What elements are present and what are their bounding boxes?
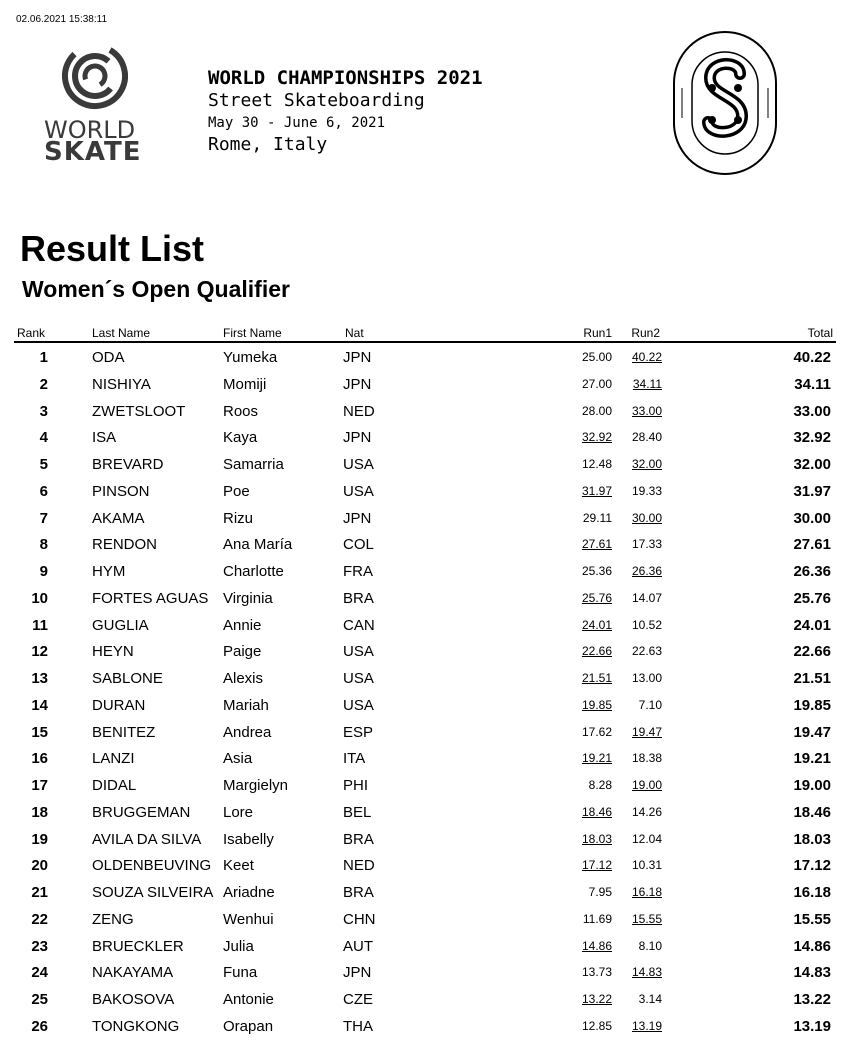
- total-cell: 24.01: [793, 616, 831, 634]
- last-name-cell: RENDON: [92, 536, 158, 554]
- run2-cell: 19.33: [631, 483, 662, 498]
- first-name-cell: Charlotte: [223, 563, 284, 580]
- run1-cell: 27.00: [581, 376, 612, 391]
- run1-cell: 18.46: [581, 804, 612, 819]
- last-name-cell: ZENG: [92, 910, 134, 928]
- run2-cell: 10.52: [631, 617, 662, 632]
- nat-cell: JPN: [343, 375, 372, 393]
- last-name-cell: DIDAL: [92, 777, 137, 794]
- first-name-cell: Julia: [223, 937, 254, 955]
- event-discipline: Street Skateboarding: [208, 90, 425, 111]
- run1-cell: 25.00: [581, 350, 612, 364]
- championship-badge: [670, 28, 780, 178]
- first-name-cell: Roos: [223, 402, 259, 420]
- nat-cell: USA: [343, 482, 374, 500]
- run1-cell: 14.86: [581, 938, 612, 953]
- col-header-total: Total: [807, 326, 833, 340]
- last-name-cell: PINSON: [92, 482, 150, 500]
- last-name-cell: HYM: [92, 563, 126, 580]
- nat-cell: BEL: [343, 803, 372, 821]
- rank-cell: 20: [31, 857, 48, 875]
- run1-cell: 17.12: [581, 858, 612, 873]
- run2-cell: 40.22: [631, 350, 662, 364]
- first-name-cell: Yumeka: [223, 349, 278, 366]
- rank-cell: 13: [31, 670, 48, 687]
- first-name-cell: Lore: [223, 803, 254, 821]
- run1-cell: 22.66: [581, 644, 612, 659]
- table-row: [0, 986, 857, 1013]
- first-name-cell: Isabelly: [223, 830, 274, 848]
- championship-badge-icon: [670, 28, 780, 178]
- results-table-body: [0, 344, 857, 1040]
- total-cell: 16.18: [793, 884, 831, 901]
- total-cell: 32.92: [793, 429, 831, 447]
- table-row: [0, 745, 857, 772]
- world-skate-logo: [40, 40, 150, 165]
- last-name-cell: DURAN: [92, 696, 146, 714]
- last-name-cell: SABLONE: [92, 670, 163, 687]
- run2-cell: 14.83: [631, 965, 662, 980]
- nat-cell: NED: [343, 402, 375, 420]
- table-row: [0, 959, 857, 986]
- nat-cell: CHN: [343, 910, 376, 928]
- run1-cell: 13.73: [581, 965, 612, 980]
- rank-cell: 6: [39, 482, 48, 500]
- run1-cell: 13.22: [581, 992, 612, 1006]
- rank-cell: 25: [31, 991, 48, 1008]
- first-name-cell: Keet: [223, 857, 254, 875]
- col-header-run1: Run1: [583, 326, 612, 340]
- swirl-logo-icon: [62, 40, 128, 112]
- rank-cell: 4: [39, 429, 48, 447]
- last-name-cell: AVILA DA SILVA: [92, 830, 202, 848]
- total-cell: 19.21: [793, 750, 831, 768]
- run2-cell: 7.10: [638, 697, 662, 712]
- last-name-cell: BRUGGEMAN: [92, 803, 191, 821]
- run2-cell: 34.11: [632, 376, 662, 391]
- first-name-cell: Samarria: [223, 456, 284, 473]
- rank-cell: 8: [39, 536, 48, 554]
- nat-cell: JPN: [343, 349, 372, 366]
- first-name-cell: Asia: [223, 750, 253, 768]
- event-dates: May 30 - June 6, 2021: [208, 115, 386, 131]
- nat-cell: BRA: [343, 589, 374, 607]
- run2-cell: 17.33: [631, 537, 662, 552]
- total-cell: 18.03: [793, 830, 831, 848]
- rank-cell: 21: [31, 884, 48, 901]
- run1-cell: 19.21: [581, 751, 612, 766]
- event-title: WORLD CHAMPIONSHIPS 2021: [208, 67, 483, 89]
- total-cell: 30.00: [793, 509, 831, 527]
- rank-cell: 3: [39, 402, 48, 420]
- last-name-cell: NAKAYAMA: [92, 964, 174, 982]
- run2-cell: 30.00: [631, 510, 662, 525]
- rank-cell: 10: [31, 589, 48, 607]
- rank-cell: 15: [31, 723, 48, 741]
- run2-cell: 16.18: [631, 885, 662, 899]
- rank-cell: 11: [32, 616, 48, 634]
- rank-cell: 23: [31, 937, 48, 955]
- last-name-cell: BENITEZ: [92, 723, 156, 741]
- table-row: [0, 451, 857, 478]
- nat-cell: JPN: [343, 509, 372, 527]
- col-header-last-name: Last Name: [92, 326, 151, 340]
- table-row: [0, 719, 857, 746]
- run1-cell: 18.03: [581, 831, 612, 846]
- total-cell: 31.97: [793, 482, 831, 500]
- run2-cell: 13.00: [631, 671, 662, 685]
- last-name-cell: NISHIYA: [92, 375, 151, 393]
- first-name-cell: Andrea: [223, 723, 272, 741]
- nat-cell: AUT: [343, 937, 373, 955]
- first-name-cell: Kaya: [223, 429, 258, 447]
- total-cell: 40.22: [793, 349, 831, 366]
- first-name-cell: Funa: [223, 964, 258, 982]
- nat-cell: FRA: [343, 563, 373, 580]
- nat-cell: CAN: [343, 616, 375, 634]
- nat-cell: JPN: [343, 429, 372, 447]
- run2-cell: 10.31: [631, 858, 662, 873]
- run1-cell: 25.76: [581, 590, 612, 605]
- run1-cell: 7.95: [588, 885, 612, 899]
- table-row: [0, 424, 857, 451]
- rank-cell: 5: [39, 456, 48, 473]
- table-row: [0, 772, 857, 799]
- logo-word-world: WORLD: [44, 116, 136, 144]
- last-name-cell: LANZI: [92, 750, 135, 768]
- nat-cell: THA: [343, 1017, 373, 1035]
- nat-cell: BRA: [343, 830, 374, 848]
- table-row: [0, 692, 857, 719]
- table-row: [0, 398, 857, 425]
- run2-cell: 12.04: [631, 831, 662, 846]
- total-cell: 25.76: [793, 589, 831, 607]
- table-row: [0, 478, 857, 505]
- run1-cell: 28.00: [581, 403, 612, 418]
- event-header: [208, 66, 483, 156]
- rank-cell: 22: [31, 910, 48, 928]
- first-name-cell: Virginia: [223, 589, 273, 607]
- nat-cell: USA: [343, 670, 374, 687]
- run1-cell: 12.85: [581, 1018, 612, 1033]
- print-timestamp: 02.06.2021 15:38:11: [16, 14, 108, 25]
- rank-cell: 26: [31, 1017, 48, 1035]
- run2-cell: 22.63: [631, 644, 662, 659]
- total-cell: 32.00: [793, 456, 831, 473]
- first-name-cell: Paige: [223, 643, 262, 661]
- total-cell: 26.36: [793, 563, 831, 580]
- run1-cell: 25.36: [581, 564, 612, 578]
- first-name-cell: Momiji: [223, 375, 267, 393]
- run1-cell: 19.85: [581, 697, 612, 712]
- total-cell: 27.61: [793, 536, 831, 554]
- run1-cell: 32.92: [581, 430, 612, 445]
- first-name-cell: Ariadne: [223, 884, 275, 901]
- col-header-rank: Rank: [17, 326, 46, 340]
- run1-cell: 21.51: [581, 671, 612, 685]
- total-cell: 22.66: [793, 643, 831, 661]
- run1-cell: 11.69: [582, 911, 612, 926]
- table-row: [0, 558, 857, 585]
- table-row: [0, 879, 857, 906]
- rank-cell: 9: [39, 563, 48, 580]
- total-cell: 14.86: [793, 937, 831, 955]
- rank-cell: 24: [31, 964, 48, 982]
- last-name-cell: FORTES AGUAS: [92, 589, 209, 607]
- run2-cell: 19.00: [631, 778, 662, 792]
- rank-cell: 12: [31, 643, 48, 661]
- rank-cell: 1: [39, 349, 48, 366]
- last-name-cell: ISA: [92, 429, 117, 447]
- total-cell: 19.47: [793, 723, 831, 741]
- rank-cell: 2: [39, 375, 48, 393]
- run1-cell: 8.28: [588, 778, 612, 792]
- table-row: [0, 933, 857, 960]
- run1-cell: 27.61: [581, 537, 612, 552]
- total-cell: 19.85: [793, 696, 831, 714]
- nat-cell: ITA: [343, 750, 366, 768]
- run2-cell: 14.26: [631, 804, 662, 819]
- run2-cell: 32.00: [631, 457, 662, 471]
- run1-cell: 17.62: [581, 724, 612, 739]
- last-name-cell: AKAMA: [92, 509, 145, 527]
- nat-cell: USA: [343, 643, 374, 661]
- total-cell: 15.55: [793, 910, 831, 928]
- run2-cell: 26.36: [631, 564, 662, 578]
- first-name-cell: Wenhui: [223, 910, 274, 928]
- nat-cell: ESP: [343, 723, 374, 741]
- rank-cell: 14: [31, 696, 48, 714]
- run1-cell: 12.48: [581, 457, 612, 471]
- col-header-run2: Run2: [631, 326, 660, 340]
- total-cell: 13.22: [793, 991, 831, 1008]
- last-name-cell: BAKOSOVA: [92, 991, 175, 1008]
- table-row: [0, 585, 857, 612]
- total-cell: 19.00: [793, 777, 831, 794]
- first-name-cell: Orapan: [223, 1017, 274, 1035]
- last-name-cell: BRUECKLER: [92, 937, 184, 955]
- run1-cell: 24.01: [581, 617, 612, 632]
- run2-cell: 8.10: [638, 938, 662, 953]
- nat-cell: USA: [343, 696, 374, 714]
- nat-cell: PHI: [343, 777, 369, 794]
- last-name-cell: GUGLIA: [92, 616, 149, 634]
- logo-word-skate: SKATE: [44, 137, 142, 167]
- table-row: [0, 344, 857, 371]
- page-subtitle: Women´s Open Qualifier: [22, 276, 290, 302]
- col-header-first-name: First Name: [223, 326, 282, 340]
- table-row: [0, 371, 857, 398]
- table-row: [0, 1013, 857, 1040]
- total-cell: 33.00: [793, 402, 831, 420]
- last-name-cell: OLDENBEUVING: [92, 857, 212, 875]
- table-row: [0, 852, 857, 879]
- run2-cell: 13.19: [631, 1018, 662, 1033]
- nat-cell: JPN: [343, 964, 372, 982]
- first-name-cell: Alexis: [223, 670, 264, 687]
- page-title: Result List: [20, 228, 205, 269]
- run2-cell: 28.40: [631, 430, 662, 445]
- first-name-cell: Antonie: [223, 991, 274, 1008]
- last-name-cell: ZWETSLOOT: [92, 402, 186, 420]
- first-name-cell: Margielyn: [223, 777, 289, 794]
- run2-cell: 18.38: [631, 751, 662, 766]
- table-header: [0, 326, 857, 342]
- nat-cell: NED: [343, 857, 375, 875]
- last-name-cell: ODA: [92, 349, 125, 366]
- table-row: [0, 612, 857, 639]
- first-name-cell: Poe: [223, 482, 250, 500]
- rank-cell: 17: [31, 777, 48, 794]
- total-cell: 18.46: [793, 803, 831, 821]
- total-cell: 34.11: [794, 375, 831, 393]
- event-location: Rome, Italy: [208, 134, 328, 155]
- run2-cell: 33.00: [631, 403, 662, 418]
- total-cell: 14.83: [793, 964, 831, 982]
- last-name-cell: HEYN: [92, 643, 134, 661]
- run1-cell: 29.11: [582, 510, 612, 525]
- table-row: [0, 531, 857, 558]
- run2-cell: 19.47: [631, 724, 662, 739]
- first-name-cell: Annie: [223, 616, 262, 634]
- col-header-nat: Nat: [345, 326, 364, 340]
- total-cell: 17.12: [793, 857, 831, 875]
- run2-cell: 3.14: [638, 992, 662, 1006]
- last-name-cell: BREVARD: [92, 456, 164, 473]
- rank-cell: 7: [39, 509, 48, 527]
- nat-cell: CZE: [343, 991, 373, 1008]
- first-name-cell: Mariah: [223, 696, 269, 714]
- table-row: [0, 505, 857, 532]
- table-row: [0, 906, 857, 933]
- table-row: [0, 665, 857, 692]
- nat-cell: USA: [343, 456, 374, 473]
- table-row: [0, 799, 857, 826]
- run1-cell: 31.97: [581, 483, 612, 498]
- total-cell: 21.51: [793, 670, 831, 687]
- run2-cell: 14.07: [631, 590, 662, 605]
- first-name-cell: Ana María: [223, 536, 293, 554]
- table-row: [0, 638, 857, 665]
- header-divider: [14, 341, 836, 343]
- rank-cell: 19: [31, 830, 48, 848]
- run2-cell: 15.55: [631, 911, 662, 926]
- rank-cell: 16: [31, 750, 48, 768]
- nat-cell: COL: [343, 536, 374, 554]
- table-row: [0, 826, 857, 853]
- first-name-cell: Rizu: [223, 509, 254, 527]
- rank-cell: 18: [31, 803, 48, 821]
- total-cell: 13.19: [793, 1017, 831, 1035]
- nat-cell: BRA: [343, 884, 374, 901]
- last-name-cell: SOUZA SILVEIRA: [92, 884, 214, 901]
- last-name-cell: TONGKONG: [92, 1017, 180, 1035]
